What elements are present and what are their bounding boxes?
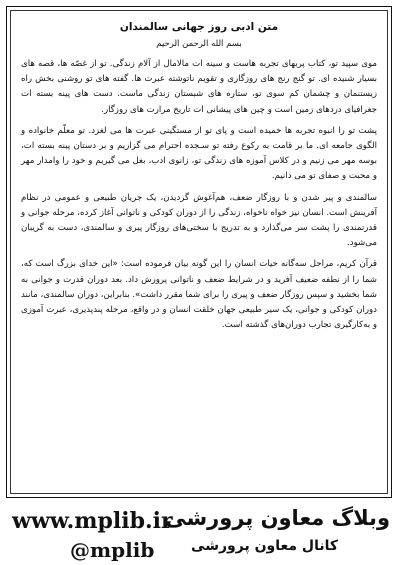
channel-name: کانال معاون پرورشی [191,538,338,554]
paragraph-2: پشت تو را انبوه تجربه ها خمیده است و پای تو از مستگینی عبرت ها می لغزد. تو معلّم خانواده و الگوی جامعه ای. ما بر قامت به رکوع رفته تو سـجده احترام می گزاریم و بر دستان پینه بسته ات، بوسه مهر می زنیم و در کلاس آموزه های زندگی تو، زانوی ادب، بغل می گیریم و خود را وامدار مهر و محبت و صفای تو می دانیم. [21,125,377,182]
document-body [21,21,377,339]
paragraph-3: سالمندی و پیر شدن و با روزگار ضعف، هم‌آغوش گردیدن، یک جریان طبیعی و عمومی در نظام آفرینش است. انسان نیز خواه ناخواه، زندگی را از دوران کودکی و ناتوانی آغاز کرده، مرحله جوانی و قدرتمندی را پشت سر می‌گذارد و به تدریج با سختی‌های روزگار پیری و سالمندی، دست به گریبان می‌شود. [21,192,377,249]
blog-name: وبلاگ معاون پرورشی [165,506,390,530]
document-title: متن ادبی روز جهانی سالمندان [119,21,279,33]
channel-handle: @mplib [70,538,155,562]
paragraph-4: قرآن کریم، مراحل سه‌گانه حیات انسان را این گونه بیان فرموده است: «این خدای بزرگ است که، شما را از نطفه ضعیف آفرید و در شرایط ضعف و ناتوانی پرورش داد. بعد دوران قدرت و جوانی به شما بخشید و سپس روزگار ضعف و پیری را برای شما مقرر داشت». بنابراین، دوران سالمندی، مانند دوران کودکی و جوانی، یک سیر طبیعی جهان خلقت انسان و در واقع، مرحله پندپذیری، عبرت آموزی و به‌کارگیری تجارب دوران‌های گذشته است. [21,259,377,331]
paragraph-1: موی سپید تو، کتاب پربهای تجربه هاست و سینه ات مالامال از آلام زندگی. تو از غصّه ها، قصه های بسیار شنیده ای. تو گنج رنج های روزگاری و تقویم ناتوشته عبرت ها. گفته های تو روشنی بخش راه زیستنمان و چشمان کم سوی تو، ستاره های شبستان زندگی ماست. دست های پینه بسته ات جغرافیای دردهای زمین است و چین های پیشانی ات تاریخ مرارت های روزگار. [21,59,377,115]
basmala: بسم الله الرحمن الرحيم [156,39,242,49]
watermark-footer [0,500,400,565]
site-url: www.mplib.ir [12,508,173,534]
page-border [6,6,392,498]
